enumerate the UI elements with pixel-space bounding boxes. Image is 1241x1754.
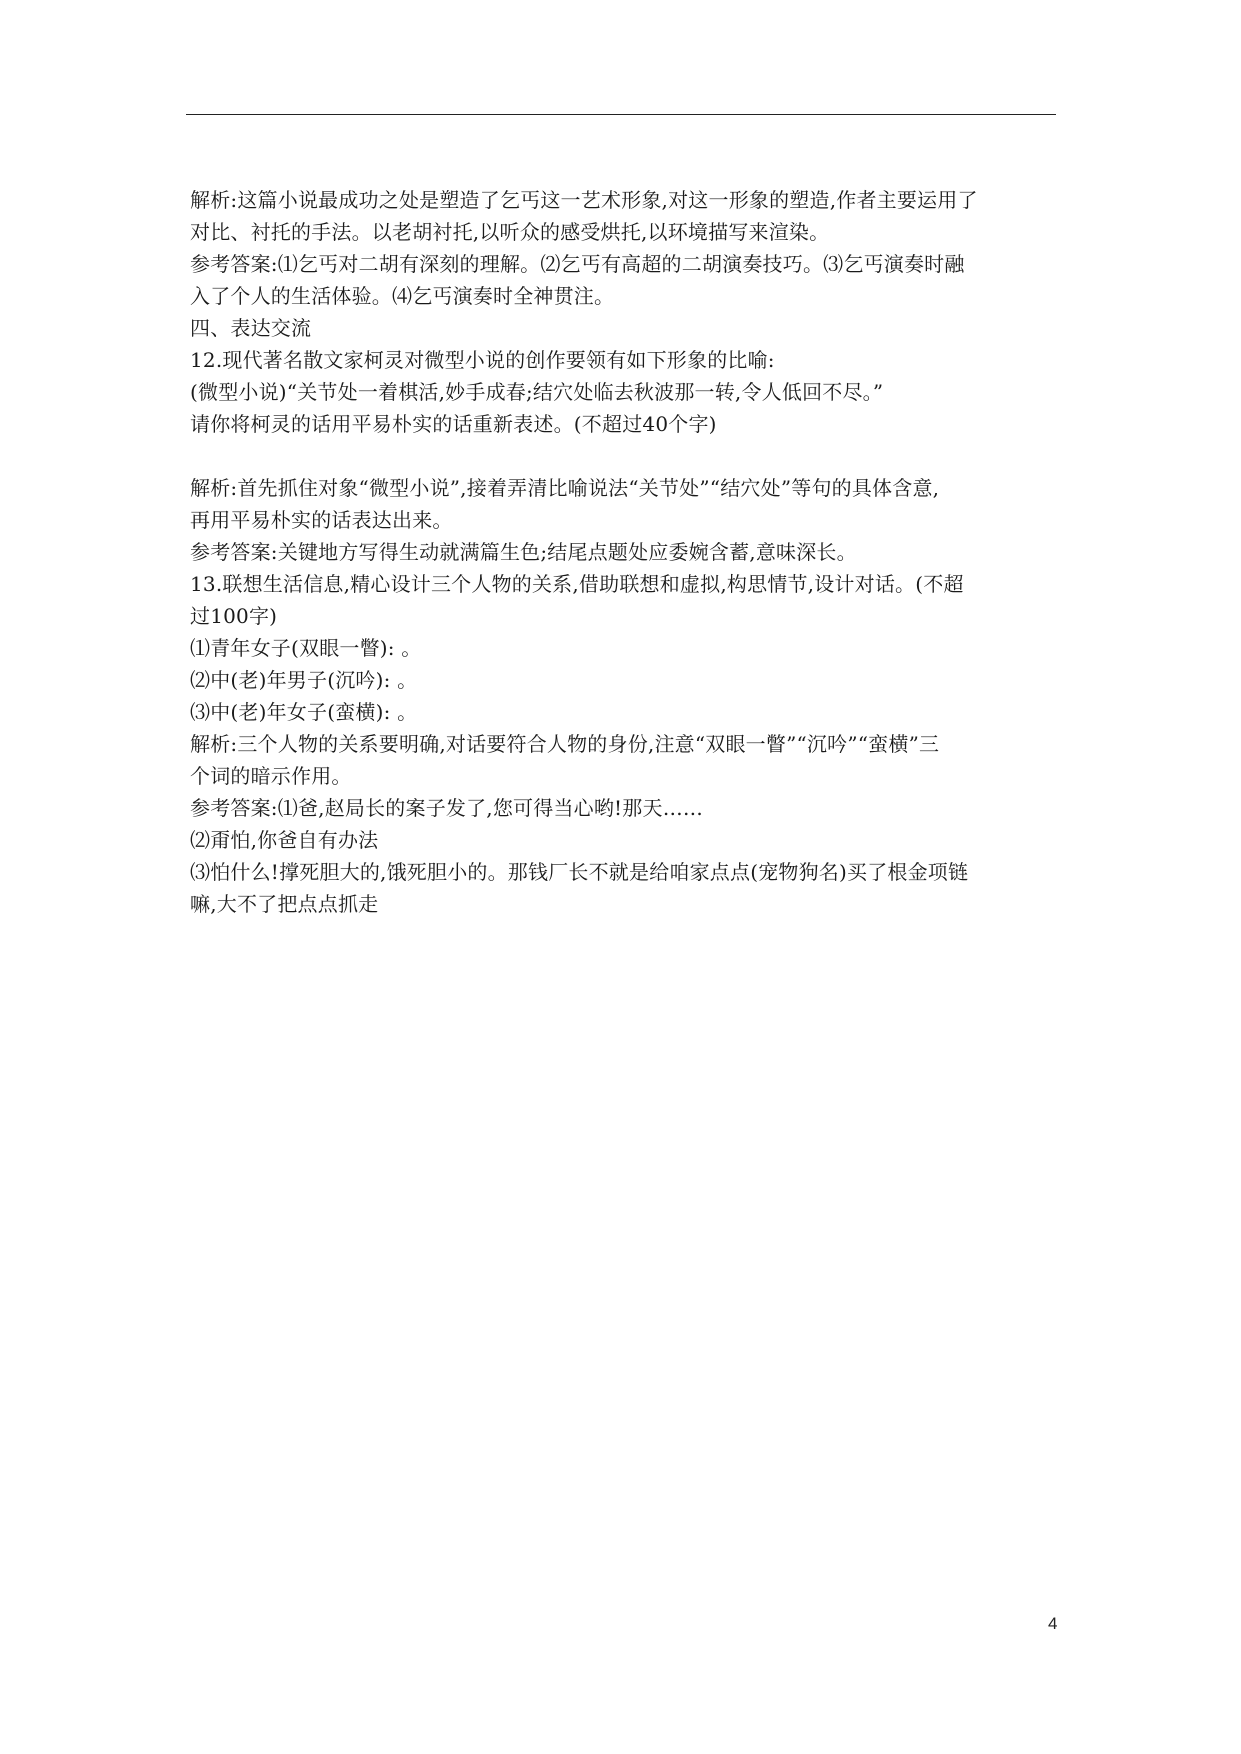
answer-paragraph-line: 参考答案:⑴乞丐对二胡有深刻的理解。⑵乞丐有高超的二胡演奏技巧。⑶乞丐演奏时融	[190, 252, 965, 276]
analysis-paragraph-line: 解析:这篇小说最成功之处是塑造了乞丐这一艺术形象,对这一形象的塑造,作者主要运用了	[190, 188, 978, 212]
section-heading: 四、表达交流	[190, 316, 312, 340]
question-13-line: 过100字)	[190, 604, 278, 628]
question-12-quote: (微型小说)“关节处一着棋活,妙手成春;结穴处临去秋波那一转,令人低回不尽。”	[190, 380, 884, 404]
question-13-line: 13.联想生活信息,精心设计三个人物的关系,借助联想和虚拟,构思情节,设计对话。(不超	[190, 572, 964, 596]
answer-paragraph-line: 入了个人的生活体验。⑷乞丐演奏时全神贯注。	[190, 284, 615, 308]
question-12-line: 12.现代著名散文家柯灵对微型小说的创作要领有如下形象的比喻:	[190, 348, 775, 372]
question-12-prompt: 请你将柯灵的话用平易朴实的话重新表述。(不超过40个字)	[190, 412, 717, 436]
analysis-paragraph-line: 对比、衬托的手法。以老胡衬托,以听众的感受烘托,以环境描写来渲染。	[190, 220, 830, 244]
document-body	[190, 184, 1070, 920]
answer-paragraph-line: ⑶怕什么!撑死胆大的,饿死胆小的。那钱厂长不就是给咱家点点(宠物狗名)买了根金项链	[190, 860, 969, 884]
analysis-paragraph-line: 再用平易朴实的话表达出来。	[190, 508, 453, 532]
answer-paragraph-line: ⑵甭怕,你爸自有办法	[190, 828, 379, 852]
header-rule	[186, 114, 1056, 115]
answer-paragraph-line: 参考答案:⑴爸,赵局长的案子发了,您可得当心哟!那天……	[190, 796, 704, 820]
answer-paragraph-line: 参考答案:关键地方写得生动就满篇生色;结尾点题处应委婉含蓄,意味深长。	[190, 540, 857, 564]
answer-paragraph-line: 嘛,大不了把点点抓走	[190, 892, 379, 916]
dialogue-item: ⑶中(老)年女子(蛮横): 。	[190, 700, 418, 724]
dialogue-item: ⑴青年女子(双眼一瞥): 。	[190, 636, 422, 660]
blank-line	[190, 440, 1070, 472]
analysis-paragraph-line: 解析:首先抓住对象“微型小说”,接着弄清比喻说法“关节处”“结穴处”等句的具体含意,	[190, 476, 940, 500]
dialogue-item: ⑵中(老)年男子(沉吟): 。	[190, 668, 418, 692]
analysis-paragraph-line: 个词的暗示作用。	[190, 764, 352, 788]
page-number: 4	[1048, 1614, 1058, 1633]
analysis-paragraph-line: 解析:三个人物的关系要明确,对话要符合人物的身份,注意“双眼一瞥”“沉吟”“蛮横”三	[190, 732, 940, 756]
